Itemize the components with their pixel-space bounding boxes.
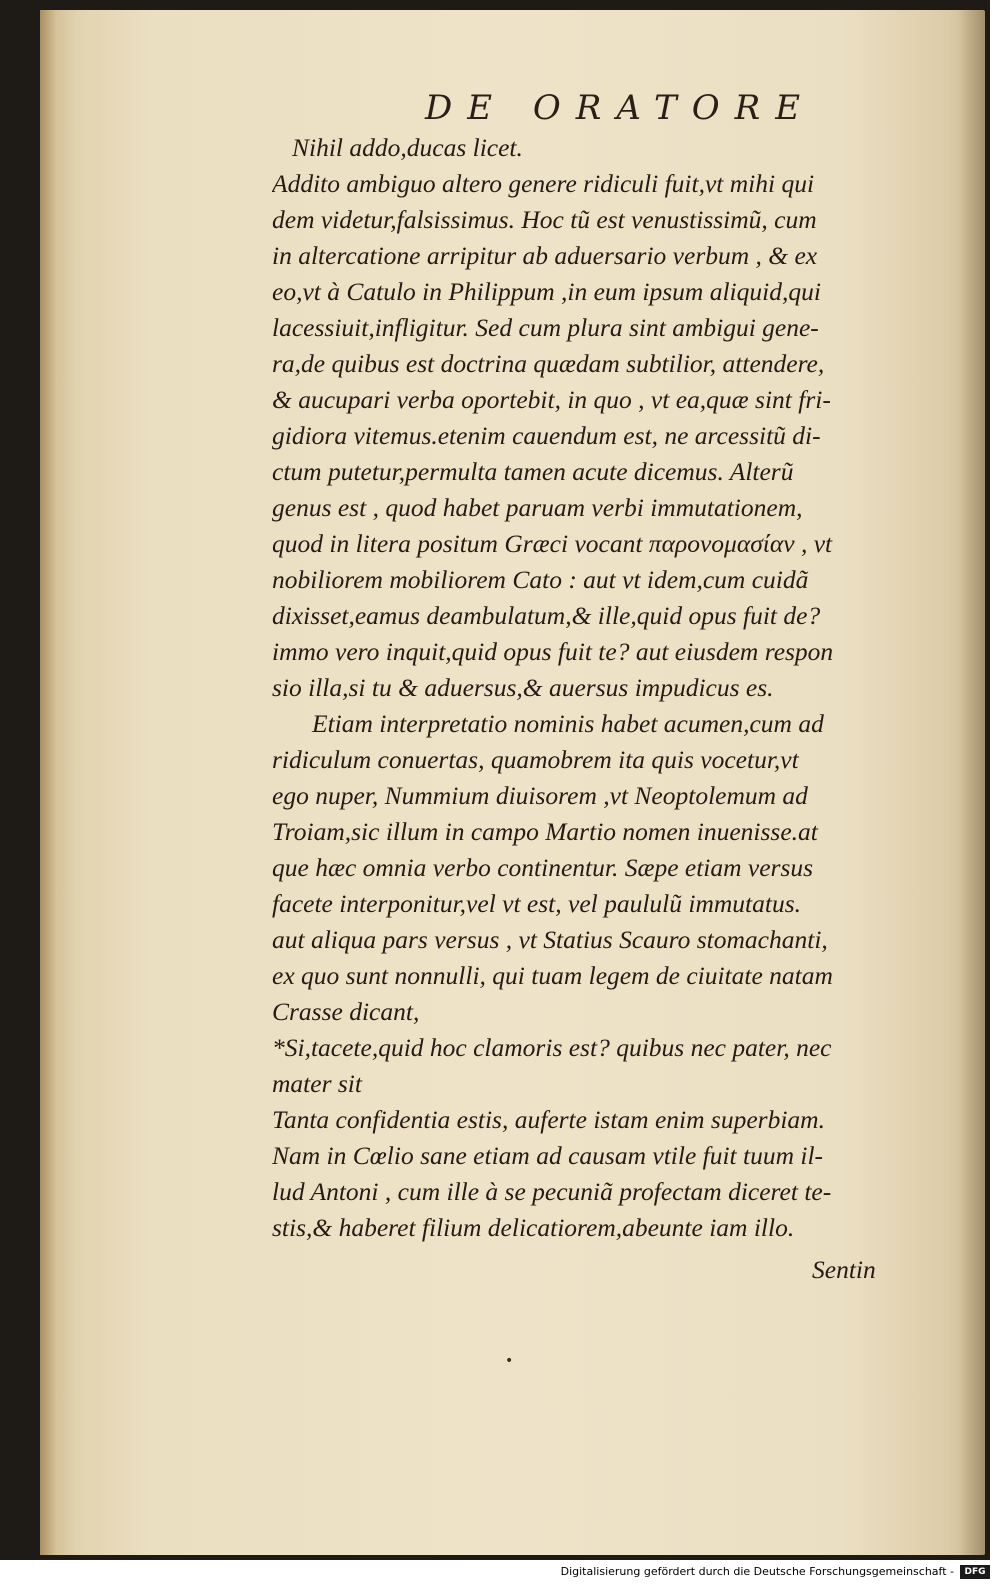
- text-line: que hæc omnia verbo continentur. Sæpe etiam versus: [272, 853, 814, 882]
- text-line: aut aliqua pars versus , vt Statius Scauro stomachanti,: [272, 925, 828, 954]
- text-line: Troiam,sic illum in campo Martio nomen inuenisse.at: [272, 817, 818, 846]
- text-line: ridiculum conuertas, quamobrem ita quis vocetur,vt: [272, 745, 799, 774]
- text-line: ego nuper, Nummium diuisorem ,vt Neoptolemum ad: [272, 781, 808, 810]
- text-line: mater sit: [272, 1069, 362, 1098]
- text-line: in altercatione arripitur ab aduersario verbum , & ex: [272, 241, 818, 270]
- text-line: immo vero inquit,quid opus fuit te? aut eiusdem respon: [272, 637, 834, 666]
- body-text: [272, 130, 962, 1288]
- text-line: dem videtur,falsissimus. Hoc tũ est venustissimũ, cum: [272, 205, 817, 234]
- text-line: Addito ambiguo altero genere ridiculi fuit,vt mihi qui: [272, 169, 815, 198]
- text-line: stis,& haberet filium delicatiorem,abeunte iam illo.: [272, 1213, 795, 1242]
- dfg-logo-icon: DFG: [960, 1565, 990, 1579]
- text-line: *Si,tacete,quid hoc clamoris est? quibus nec pater, nec: [272, 1033, 832, 1062]
- text-line: Crasse dicant,: [272, 997, 420, 1026]
- text-line: eo,vt à Catulo in Philippum ,in eum ipsum aliquid,qui: [272, 277, 821, 306]
- page-edge: [40, 10, 58, 1555]
- text-line: Etiam interpretatio nominis habet acumen,cum ad: [312, 709, 824, 738]
- text-line: lud Antoni , cum ille à se pecuniã profectam diceret te-: [272, 1177, 832, 1206]
- text-line: sio illa,si tu & aduersus,& auersus impudicus es.: [272, 673, 774, 702]
- text-line: & aucupari verba oportebit, in quo , vt ea,quæ sint fri-: [272, 385, 831, 414]
- gutter-shadow: [958, 10, 985, 1555]
- footer-bar: [0, 1560, 1000, 1586]
- text-line: Tanta confidentia estis, auferte istam enim superbiam.: [272, 1105, 825, 1134]
- ornament-dot-icon: •: [505, 1353, 514, 1369]
- text-line: nobiliorem mobiliorem Cato : aut vt idem,cum cuidã: [272, 565, 809, 594]
- text-line: facete interponitur,vel vt est, vel paululũ immutatus.: [272, 889, 802, 918]
- text-line: ctum putetur,permulta tamen acute dicemus. Alterũ: [272, 457, 794, 486]
- text-line: Nihil addo,ducas licet.: [292, 133, 523, 162]
- text-line: quod in litera positum Græci vocant παρονομασίαν , vt: [272, 529, 833, 558]
- text-line: ra,de quibus est doctrina quædam subtilior, attendere,: [272, 349, 825, 378]
- text-line: Nam in Cœlio sane etiam ad causam vtile fuit tuum il-: [272, 1141, 824, 1170]
- text-line: ex quo sunt nonnulli, qui tuam legem de ciuitate natam: [272, 961, 833, 990]
- funding-credit: Digitalisierung gefördert durch die Deutsche Forschungsgemeinschaft -: [560, 1565, 954, 1578]
- running-head: DE ORATORE: [425, 88, 816, 128]
- text-line: genus est , quod habet paruam verbi immutationem,: [272, 493, 803, 522]
- catchword: Sentin: [812, 1255, 876, 1284]
- text-line: lacessiuit,infligitur. Sed cum plura sint ambigui gene-: [272, 313, 819, 342]
- text-line: dixisset,eamus deambulatum,& ille,quid opus fuit de?: [272, 601, 821, 630]
- text-line: gidiora vitemus.etenim cauendum est, ne arcessitũ di-: [272, 421, 821, 450]
